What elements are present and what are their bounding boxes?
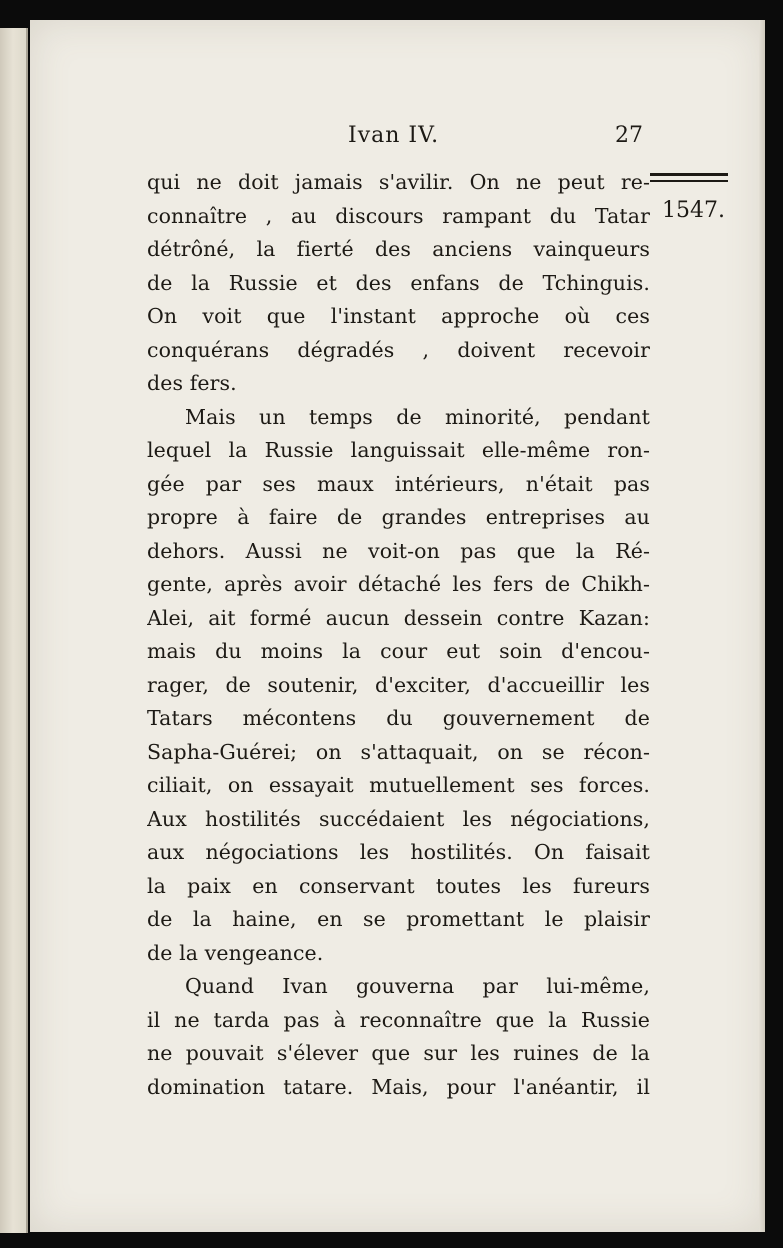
text-line: Sapha-Guérei; on s'attaquait, on se récon- — [147, 739, 650, 764]
text-line: dehors. Aussi ne voit-on pas que la Ré- — [147, 538, 650, 563]
text-line: qui ne doit jamais s'avilir. On ne peut re- — [147, 170, 650, 194]
text-line: rager, de soutenir, d'exciter, d'accueillir les — [147, 672, 650, 697]
text-line: gée par ses maux intérieurs, n'était pas — [147, 471, 650, 496]
text-line: lequel la Russie languissait elle-même ron- — [147, 438, 650, 462]
text-line: mais du moins la cour eut soin d'encou- — [147, 639, 650, 663]
text-line: de la vengeance. — [147, 940, 324, 965]
text-line: la paix en conservant toutes les fureurs — [147, 873, 650, 898]
text-line: ciliait, on essayait mutuellement ses forces. — [147, 773, 650, 797]
body-text — [147, 166, 650, 1104]
text-line: conquérans dégradés , doivent recevoir — [147, 337, 650, 362]
book-page — [30, 20, 765, 1232]
margin-year: 1547. — [662, 198, 725, 223]
left-page-edge — [0, 28, 28, 1233]
paragraph-start: Quand Ivan gouverna par lui-même, — [185, 974, 650, 998]
text-line: On voit que l'instant approche où ces — [147, 304, 650, 328]
text-line: connaître , au discours rampant du Tatar — [147, 203, 650, 228]
text-line: Aux hostilités succédaient les négociations, — [147, 806, 650, 831]
text-line: aux négociations les hostilités. On faisait — [147, 840, 650, 864]
text-line: de la haine, en se promettant le plaisir — [147, 907, 650, 931]
paragraph-start: Mais un temps de minorité, pendant — [185, 404, 650, 429]
text-line: propre à faire de grandes entreprises au — [147, 505, 650, 529]
running-head — [30, 123, 765, 153]
text-line: des fers. — [147, 371, 237, 395]
running-title: Ivan IV. — [348, 123, 440, 148]
text-line: de la Russie et des enfans de Tchinguis. — [147, 270, 650, 295]
text-line: Tatars mécontens du gouvernement de — [147, 706, 650, 730]
text-line: Alei, ait formé aucun dessein contre Kazan: — [147, 605, 650, 630]
page-number: 27 — [615, 123, 643, 148]
text-line: ne pouvait s'élever que sur les ruines de la — [147, 1041, 650, 1065]
text-line: domination tatare. Mais, pour l'anéantir, il — [147, 1074, 650, 1099]
text-line: gente, après avoir détaché les fers de Chikh- — [147, 572, 650, 596]
text-line: détrôné, la fierté des anciens vainqueurs — [147, 237, 650, 261]
text-line: il ne tarda pas à reconnaître que la Russie — [147, 1007, 650, 1032]
margin-rule — [650, 173, 728, 176]
margin-rule-thin — [650, 180, 728, 182]
